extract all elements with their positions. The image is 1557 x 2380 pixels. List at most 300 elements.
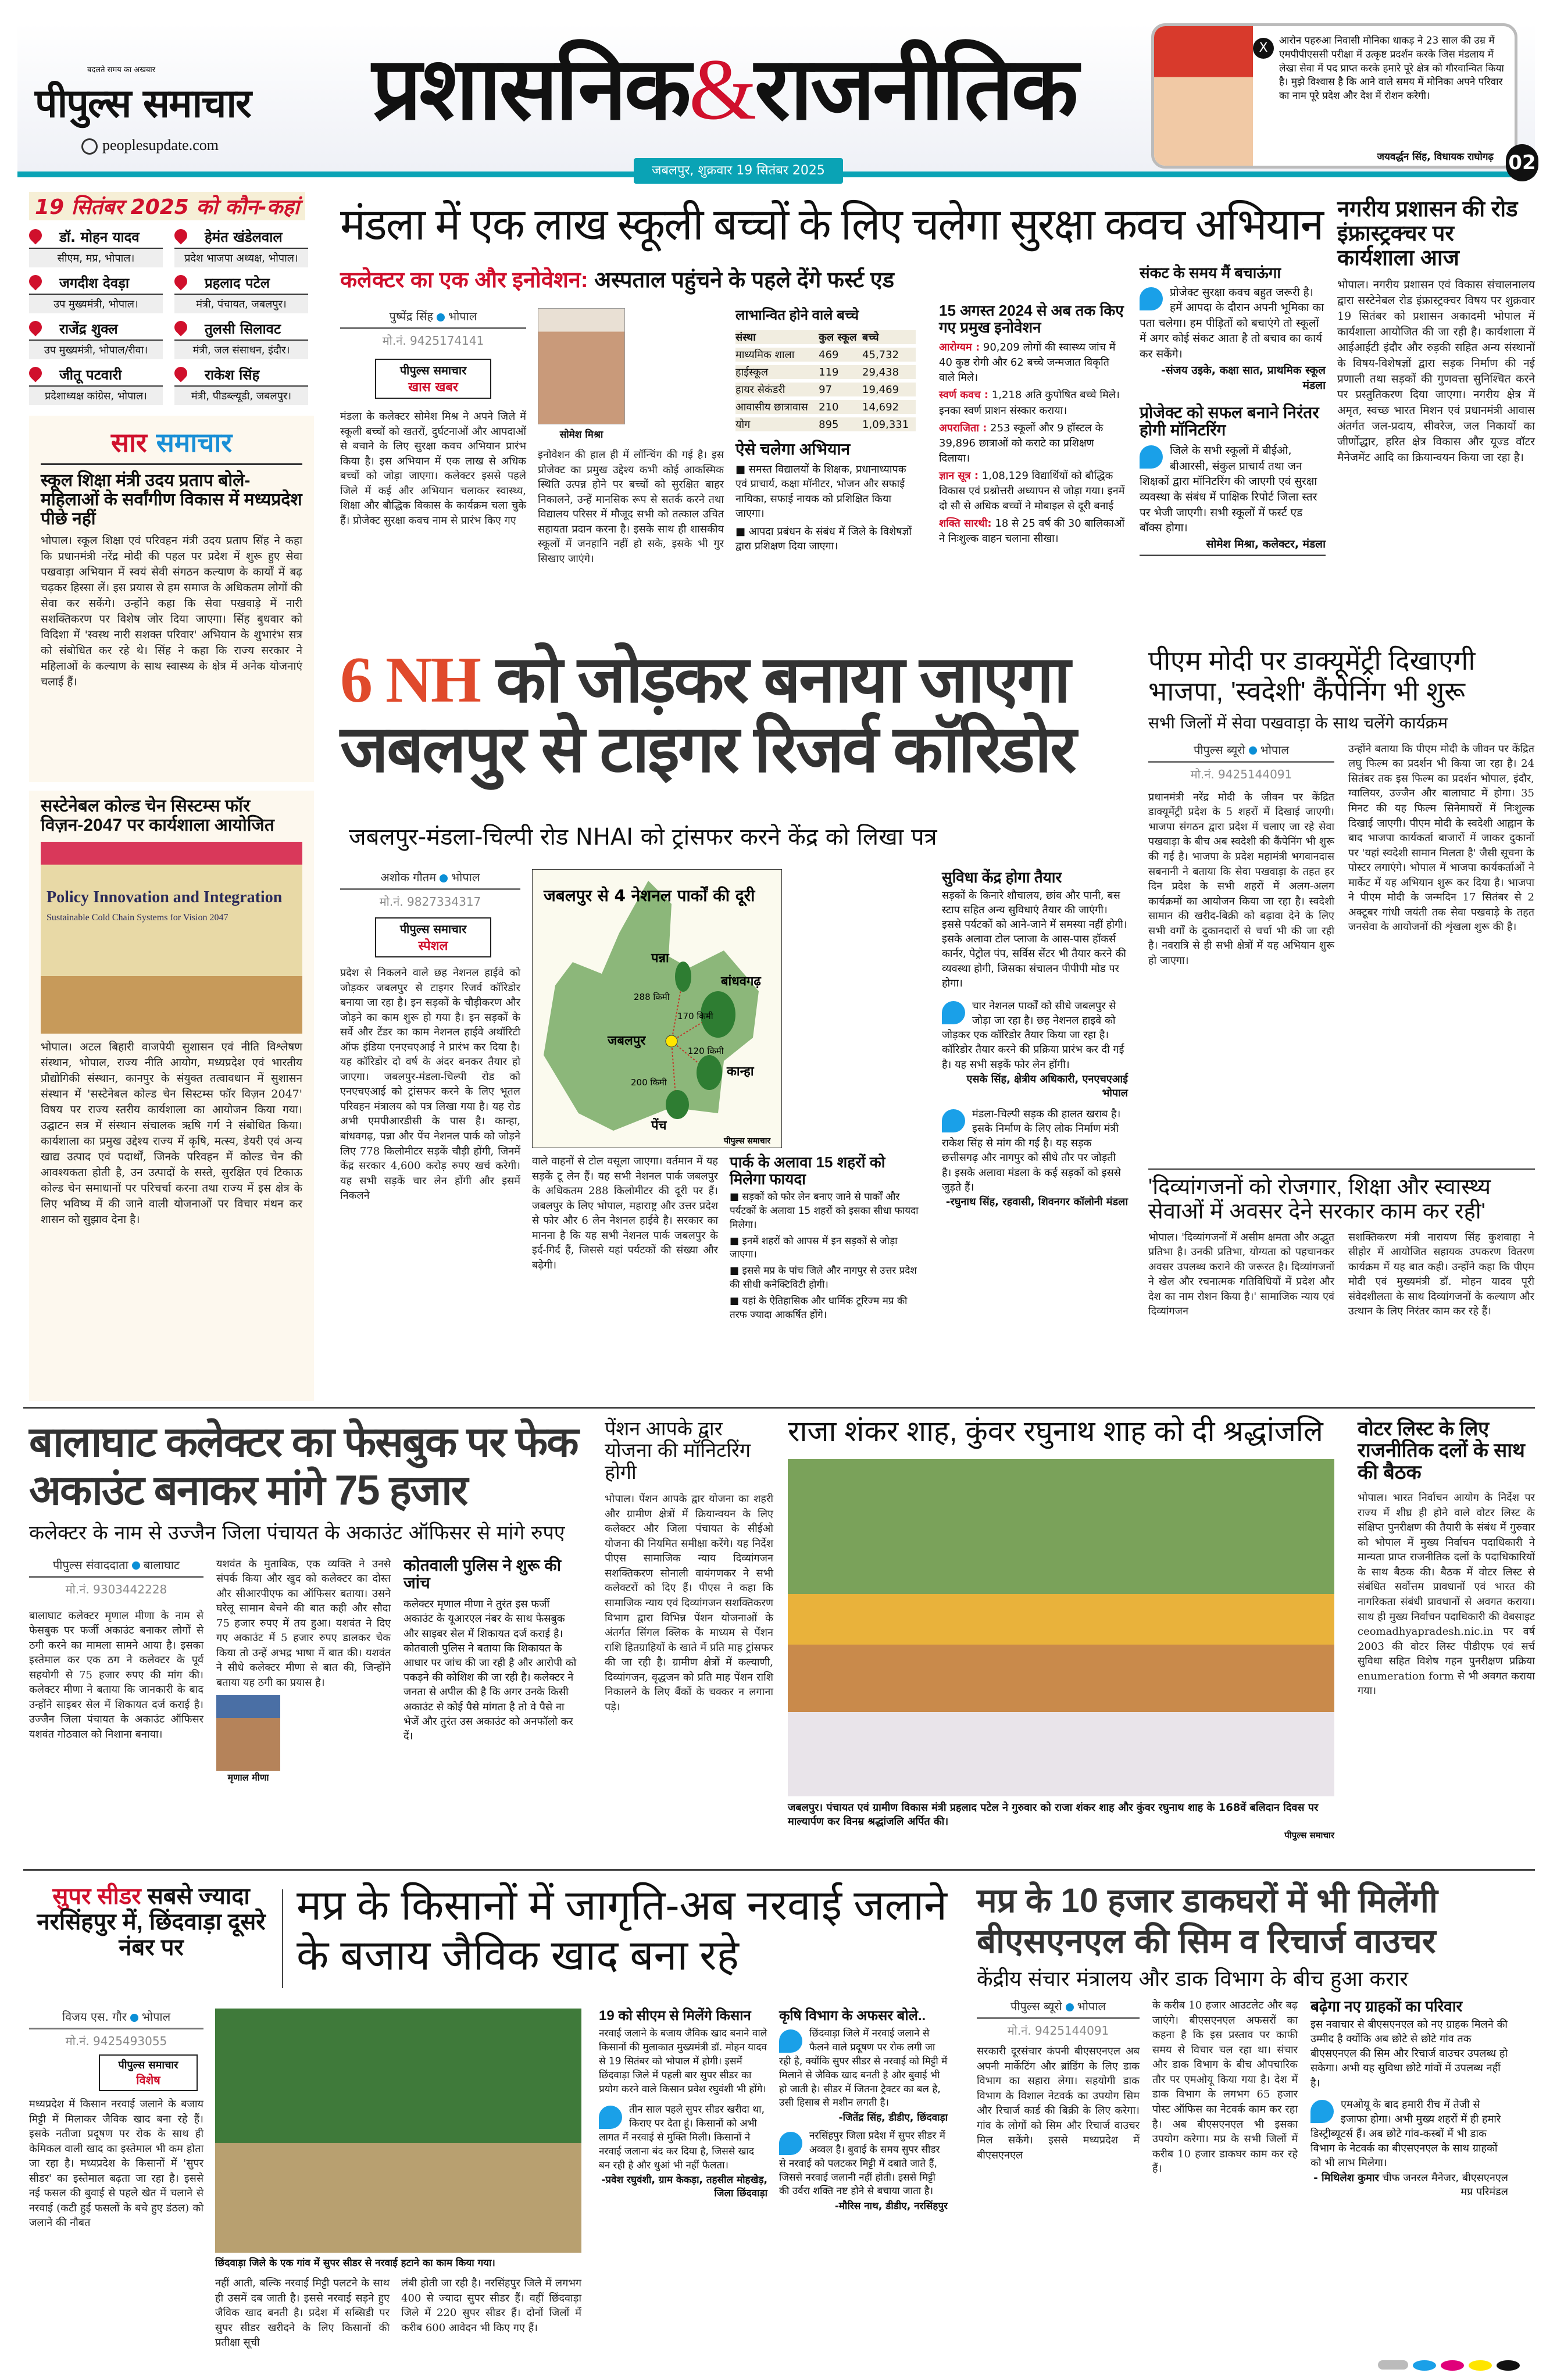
cm-meeting-title: 19 को सीएम से मिलेंगे किसान [599, 2008, 751, 2024]
tribute-photo [788, 1459, 1334, 1796]
cm-meeting-body: नरवाई जलाने के बजाय जैविक खाद बनाने वाले किसानों की मुलाकात मुख्यमंत्री डॉ. मोहन यादव से 19 सितंबर को भोपाल में होगी। इसमें छिंदवाड़ा जिले में पहली बार सुपर सीडर का प्रयोग करने वाले किसान प्रवेश रघुवंशी भी होंगे। [599, 2028, 767, 2095]
person-role: मंत्री, जल संसाधन, इंदौर। [174, 341, 308, 359]
table-cell: माध्यमिक शाला [735, 349, 795, 362]
byline-place: भोपाल [448, 309, 477, 323]
corridor-headline-rest: को जोड़कर बनाया जाएगा [496, 643, 1069, 716]
stamp-logo: पीपुल्स समाचार [399, 922, 467, 936]
pm-modi-body-2: उन्होंने बताया कि पीएम मोदी के जीवन पर केंद्रित लघु फिल्म का प्रदर्शन भी किया जा रहा है। 24 सितंबर तक इस फिल्म का प्रदर्शन भोपाल, इंदौर, ग्वालियर, उज्जैन और बालाघाट में होगा। 35 मिनट की यह फिल्म सिनेमाघरों में निःशुल्क दिखाई जाएगी। पीएम मोदी के स्वदेशी आह्वान के बाद भाजपा कार्यकर्ता बाजारों में जाकर दुकानों पर 'यहां स्वदेशी सामान मिलता है' जैसी सूचना के पोस्टर लगाएंगे। भोपाल में भाजपा कार्यकर्ताओं ने मार्केट में यह अभियान शुरू कर दिया है। भाजपा ने पीएम मोदी के जन्मदिन 17 सितंबर से 2 अक्टूबर गांधी जयंती तक सेवा पखवाड़े के तहत जनसेवा के आयोजनों की शृंखला शुरू की है। [1348, 742, 1534, 934]
corridor-quote-1 [942, 999, 1128, 1072]
quote-2-title: प्रोजेक्ट को सफल बनाने निरंतर होगी मॉनिटरिंग [1140, 403, 1319, 439]
person-name: राकेश सिंह [205, 367, 260, 383]
nagariya-body: भोपाल। नगरीय प्रशासन एवं विकास संचालनालय द्वारा सस्टेनेबल रोड इंफ्रास्ट्रक्चर विषय पर शुक्रवार 19 सितंबर को प्रशासन अकादमी भोपाल में कार्यशाला आयोजित की जा रही है। कार्यशाला में आईआईटी इंदौर और रुड़की सहित अन्य संस्थानों के विषय-विशेषज्ञों द्वारा सड़क निर्माण की नई प्रणाली तथा सड़कों की गुणवत्ता सुनिश्चित करने पर प्रस्तुतिकरण दिया जाएगा। नगरीय क्षेत्र में अमृत, स्वच्छ भारत मिशन एवं प्रधानमंत्री आवास अंतर्गत जल-प्रदाय, सीवरेज, जल निकायों का जीर्णोद्धार, हरित क्षेत्र विकास और यूज्ड वॉटर मैनेजमेंट आदि का क्रियान्वयन किया जा रहा है। [1337, 278, 1535, 464]
quote-text: मंडला-चिल्पी सड़क की हालत खराब है। इसके निर्माण के लिए लोक निर्माण मंत्री राकेश सिंह से मांग की गई है। यह सड़क छत्तीसगढ़ और नागपुर को सीधे तौर पर जोड़ती है। इसके अलावा मंडला के कई सड़कों को इससे जुड़ते हैं। [942, 1107, 1121, 1193]
quote-author: -रघुनाथ सिंह, रहवासी, शिवनगर कॉलोनी मंडला [945, 1195, 1128, 1208]
stamp-tag: स्पेशल [418, 939, 448, 953]
quote-text: नरसिंहपुर जिला प्रदेश में सुपर सीडर में अव्वल है। बुवाई के समय सुपर सीडर से नरवाई को पलटकर मिट्टी में दबाते जाते हैं, जिससे नरवाई जलानी नहीं होती। इससे मिट्टी की उर्वरा शक्ति नष्ट होने से बचाया जाता है। [779, 2130, 945, 2197]
agri-officers [779, 2009, 948, 2212]
tribute-caption: जबलपुर। पंचायत एवं ग्रामीण विकास मंत्री प्रहलाद पटेल ने गुरुवार को राजा शंकर शाह और कुंवर रघुनाथ शाह के 168वें बलिदान दिवस पर माल्यार्पण कर विनम्र श्रद्धांजलि अर्पित की। [788, 1802, 1319, 1828]
mobile-number: मो.नं. 9425144091 [1190, 767, 1292, 781]
distance-label: 120 किमी [688, 1046, 724, 1056]
mandla-headline: मंडला में एक लाख स्कूली बच्चों के लिए चलेगा सुरक्षा कवच अभियान [340, 200, 1323, 249]
list-item-text: समस्त विद्यालयों के शिक्षक, प्रधानाध्यापक एवं प्राचार्य, कक्षा मॉनीटर, भोजन और सफाई नायिका, सफाई नायक को प्रशिक्षित किया जाएगा। [735, 463, 906, 520]
website-link[interactable]: peoplesupdate.com [102, 137, 219, 153]
mandla-body-1: मंडला के कलेक्टर सोमेश मिश्र ने अपने जिले में स्कूली बच्चों को खतरों, दुर्घटनाओं और आपदाओं से बचाने के लिए सुरक्षा कवच अभियान प्रारंभ किया है। इस अभियान में एक लाख से अधिक बच्चों को जोड़ा जाएगा। कलेक्टर इससे पहले जिले में कई और अभियान चलाकर स्वास्थ्य, शिक्षा और बौद्धिक विकास के कार्यक्रम चला चुके हैं। प्रोजेक्ट सुरक्षा कवच नाम से प्रारंभ किए गए [340, 410, 526, 527]
byline-name: पीपुल्स ब्यूरो [1193, 742, 1245, 757]
collector-photo [538, 308, 625, 424]
saar-body: भोपाल। स्कूल शिक्षा एवं परिवहन मंत्री उदय प्रताप सिंह ने कहा कि प्रधानमंत्री नरेंद्र मोदी की पहल पर प्रदेश में शुरू हुए सेवा पखवाड़ा अभियान में स्वयं सेवी संगठन कल्याण के कार्यों में बढ़ चढ़कर हिस्सा लें। इस प्रयास से हम समाज के अधिकतम लोगों की सेवा कर सकेंगे। उन्होंने कहा कि सेवा पखवाड़े में नारी सशक्तिकरण पर विशेष जोर दिया जाएगा। सिंह बुधवार को विदिशा में 'स्वस्थ नारी सशक्त परिवार' अभियान के शुभारंभ सत्र को संबोधित कर रहे थे। सिंह ने कहा कि राज्य सरकार ने महिलाओं के कल्याण के साथ स्वास्थ्य के क्षेत्र में अनेक योजनाएं चलाई हैं। [41, 534, 302, 688]
mobile-number: मो.नं. 9425493055 [65, 2034, 167, 2048]
saar-samachar [29, 416, 314, 782]
innovation-item [939, 340, 1125, 385]
cold-chain-body: भोपाल। अटल बिहारी वाजपेयी सुशासन एवं नीति विश्लेषण संस्थान, भोपाल, राज्य नीति आयोग, मध्यप्रदेश एवं भारतीय प्रौद्योगिकी संस्थान, कानपुर के संयुक्त तत्वावधान में सुशासन संस्थान में 'सस्टेनेबल कोल्ड चेन सिस्टम्स फॉर विज़न 2047' विषय पर राज्य स्तरीय कार्यशाला का आयोजन किया गया। उद्घाटन सत्र में संस्थान संचालक ऋषि गर्ग ने संबोधित किया। कार्यशाला का प्रमुख उद्देश्य राज्य में कृषि, मत्स्य, डेयरी एवं अन्य खाद्य उत्पाद एवं पदार्थों, जिनके परिवहन में कोल्ड चेन की आवश्यकता होती है, उन उत्पादों के सस्ते, सुरक्षित एवं टिकाऊ कोल्ड चेन समाधानों पर परिचर्चा करना तथा राज्य में इस क्षेत्र के लिए भविष्य में की जाने वाली योजनाओं पर विचार मंथन कर शासन को सुझाव देना है। [41, 1041, 302, 1226]
table-row [735, 365, 916, 379]
table-row [735, 383, 916, 396]
special-stamp [375, 917, 491, 957]
corridor-body-1: प्रदेश से निकलने वाले छह नेशनल हाईवे को जोड़कर जबलपुर से टाइगर रिजर्व कॉरिडोर बनाया जा रहा है। इन सड़कों के चौड़ीकरण और जोड़ने का काम शुरू हो गया है। इन सड़कों के सर्वे और टेंडर का काम नेशनल हाईवे अथॉरिटी ऑफ इंडिया एनएचएआई ने प्रारंभ कर दिया है। यह कॉरिडोर दो वर्ष के अंदर बनकर तैयार हो जाएगा। जबलपुर-मंडला-चिल्पी रोड को एनएचएआई को ट्रांसफर करने के लिए भूतल परिवहन मंत्रालय को पत्र लिखा गया है। यह रोड अभी एमपीआरडीसी के पास है। कान्हा, बांधवगढ़, पन्ना और पेंच नेशनल पार्क को जोड़ने लिए 778 किलोमीटर सड़कें चौड़ी होंगी, जिनमें केंद्र सरकार 4,600 करोड़ रुपए खर्च करेगी। यह सभी सड़कें चार लेन होंगी और इसमें निकलने [340, 967, 520, 1202]
agri-quote-1 [779, 2027, 948, 2110]
dot-icon [1249, 746, 1257, 755]
super-seeder-photo [215, 2009, 581, 2253]
person-name: जगदीश देवड़ा [59, 275, 130, 291]
byline-name: पीपुल्स संवाददाता [52, 1557, 128, 1572]
table-cell: 119 [819, 366, 839, 378]
divyang-headline: 'दिव्यांगजनों को रोजगार, शिक्षा और स्वास्थ्य सेवाओं में अवसर देने सरकार काम कर रही' [1148, 1175, 1491, 1224]
column-header: कुल स्कूल [819, 331, 857, 344]
pm-modi-headline: पीएम मोदी पर डाक्यूमेंट्री दिखाएगी भाजपा, 'स्वदेशी' कैंपेनिंग भी शुरू [1148, 645, 1476, 706]
section-divider [23, 1407, 1535, 1409]
column-header: बच्चे [862, 331, 879, 344]
pm-modi-subhead: सभी जिलों में सेवा पखवाड़ा के साथ चलेंगे कार्यक्रम [1148, 713, 1448, 732]
person-role: मंत्री, पंचायत, जबलपुर। [174, 295, 308, 313]
pension-body: भोपाल। पेंशन आपके द्वार योजना का शहरी और ग्रामीण क्षेत्रों में क्रियान्वयन के लिए कलेक्टर और जिला पंचायत के सीईओ योजना की नियमित समीक्षा करेंगे। यह निर्देश पीएस सामाजिक न्याय दिव्यांगजन सशक्तिकरण सोनाली वायंगणकर ने सभी कलेक्टरों को दिए हैं। पीएस ने कहा कि सामाजिक न्याय एवं दिव्यांगजन सशक्तिकरण विभाग द्वारा विभिन्न पेंशन योजनाओं के अंतर्गत सिंगल क्लिक के माध्यम से पेंशन राशि हितग्राहियों के खाते में प्रति माह ट्रांसफर की जा रही है। ग्रामीण क्षेत्रों में कल्याणी, दिव्यांगजन, वृद्धजन को प्रति माह पेंशन राशि निकालने के लिए बैंकों के चक्कर न लगाना पड़े। [605, 1493, 773, 1713]
kaun-kahan-title: 19 सितंबर 2025 को कौन-कहां [29, 192, 305, 220]
quote-2-text: जिले के सभी स्कूलों में बीईओ, बीआरसी, संकुल प्राचार्य तथा जन शिक्षकों द्वारा मॉनिटरिंग की जाएगी एवं सुरक्षा व्यवस्था के संबंध में पाक्षिक रिपोर्ट जिला स्तर पर भेजी जाएगी। सभी स्कूलों में फर्स्ट एड बॉक्स होगा। [1140, 444, 1317, 535]
exclusive-stamp [375, 359, 491, 399]
national-parks-map [532, 869, 782, 1148]
kotwali-title: कोतवाली पुलिस ने शुरू की जांच [403, 1556, 562, 1592]
quote-author: -जितेंद्र सिंह, डीडीए, छिंदवाड़ा [838, 2112, 948, 2124]
saar-headline: स्कूल शिक्षा मंत्री उदय प्रताप बोले-महिलाओं के सर्वांगीण विकास में मध्यप्रदेश पीछे नहीं [41, 471, 302, 528]
benefits-list [730, 1191, 922, 1322]
cyan-mark [1413, 2360, 1436, 2371]
distance-label: 200 किमी [631, 1077, 667, 1088]
location-pin-icon [29, 273, 45, 291]
quote-text: आरोन पहरुआ निवासी मोनिका धाकड़ ने 23 साल की उम्र में एमपीपीएससी परीक्षा में उत्कृष्ट प्रदर्शन करके जिस मंडलाय में लेखा सेवा में पद प्राप्त करके हमारे पूरे क्षेत्र को गौरवान्वित किया है। मुझे विश्वास है कि आने वाले समय में मोनिका अपने परिवार का नाम पूरे प्रदेश और देश में रोशन करेगी। [1279, 35, 1504, 102]
mandla-subhead-text: अस्पताल पहुंचने के पहले देंगे फर्स्ट एड [594, 268, 894, 292]
benefits [730, 1154, 922, 1324]
bsnl-side-body: इस नवाचार से बीएसएनएल को नए ग्राहक मिलने की उम्मीद है क्योंकि अब छोटे से छोटे गांव तक बीएसएनएल की सिम और रिचार्ज वाउचर उपलब्ध हो सकेगा। अभी यह सुविधा छोटे गांवों में उपलब्ध नहीं है। [1310, 2018, 1508, 2089]
quote-author: -मौरिस नाथ, डीडीए, नरसिंहपुर [834, 2200, 948, 2213]
mandla-subhead [340, 269, 894, 293]
stamp-tag: खास खबर [408, 380, 458, 395]
table-cell: आवासीय छात्रावास [735, 401, 808, 414]
table-cell: हायर सेकंडरी [735, 384, 785, 396]
person-name: प्रहलाद पटेल [205, 275, 270, 291]
dot-icon [130, 2014, 138, 2022]
table-cell: 210 [819, 401, 839, 413]
innovation-label: अपराजिता : [939, 421, 987, 434]
mobile-number: मो.नं. 9303442228 [65, 1582, 167, 1596]
politician-photo [1154, 26, 1253, 169]
innovation-label: ज्ञान सूत्र : [939, 469, 979, 482]
narwai-body-2: नहीं आती, बल्कि नरवाई मिट्टी पलटने के साथ ही उसमें दब जाती है। इससे नरवाई सड़ने हुए जैविक खाद बनती है। प्रदेश में सब्सिडी पर सुपर सीडर खरीदने के लिए किसानों की प्रतीक्षा सूची [215, 2277, 390, 2349]
list-item-text: सड़कों को फोर लेन बनाए जाने से पार्कों और पर्यटकों के अलावा 15 शहरों को इसका सीधा फायदा मिलेगा। [730, 1191, 919, 1231]
quote-1-author: -संजय उइके, कक्षा सात, प्राथमिक स्कूल मंडला [1160, 363, 1326, 392]
list-item-text: इससे मप्र के पांच जिले और नागपुर से उत्तर प्रदेश की सीधी कनेक्टिविटी होगी। [730, 1265, 917, 1291]
table-cell: 14,692 [862, 401, 899, 413]
byline [977, 1998, 1140, 2019]
byline [1148, 742, 1334, 763]
person-role: उप मुख्यमंत्री, भोपाल। [29, 295, 163, 313]
mobile-number: मो.नं. 9827334317 [379, 895, 481, 909]
corridor-subhead: जबलपुर-मंडला-चिल्पी रोड NHAI को ट्रांसफर करने केंद्र को लिखा पत्र [349, 824, 937, 850]
location-pin-icon [29, 227, 45, 245]
stamp-logo: पीपुल्स समाचार [399, 363, 467, 377]
divyang-article [1148, 1168, 1535, 1319]
page-number: 02 [1506, 144, 1538, 181]
person-entry [174, 319, 308, 359]
section-title-part1: प्रशासनिक [372, 40, 689, 137]
park-kanha [697, 1055, 722, 1090]
list-item: ■ यहां के ऐतिहासिक और धार्मिक टूरिज्म मप्र की तरफ ज्यादा आकर्षित होंगे। [730, 1295, 908, 1321]
quote-text: चार नेशनल पार्कों को सीधे जबलपुर से जोड़ा जा रहा है। छह नेशनल हाइवे को जोड़कर एक कॉरिडोर तैयार किया जा रहा है। कॉरिडोर तैयार करने की प्रक्रिया प्रारंभ कर दी गई है। यह सभी सड़कें फोर लेन होंगी। [942, 999, 1124, 1071]
magenta-mark [1441, 2360, 1464, 2371]
registration-marks [1378, 2360, 1520, 2371]
quote-2-author: सोमेश मिश्रा, कलेक्टर, मंडला [1140, 536, 1326, 556]
quote-author: एसके सिंह, क्षेत्रीय अधिकारी, एनएचएआई भोपाल [966, 1073, 1128, 1099]
cold-chain-photo [41, 842, 302, 1034]
farmer-quote [599, 2103, 767, 2172]
narwai-headline: मप्र के किसानों में जागृति-अब नरवाई जलाने के बजाय जैविक खाद बना रहे [297, 1882, 947, 1979]
benefits-title: पार्क के अलावा 15 शहरों को मिलेगा फायदा [730, 1153, 885, 1188]
distance-label: 170 किमी [677, 1011, 713, 1021]
mandla-body-2: इनोवेशन की हाल ही में लॉन्चिंग की गई है। इस प्रोजेक्ट का प्रमुख उद्देश्य कभी कोई आकस्मिक स्थिति उत्पन्न होने पर बच्चों को सुरक्षित बाहर निकालने, उन्हें मानसिक रूप से सतर्क करने तथा विद्यालय परिसर में मौजूद सभी को तत्काल उचित सहायता प्रदान करना है। इसके साथ ही शासकीय स्कूलों में जनहानि नहीं हो सके, इसके भी गुर सिखाए जाएंगे। [538, 449, 724, 565]
quote-author [1310, 2171, 1508, 2199]
logo-text: पीपुल्स समाचार [35, 81, 251, 127]
bsnl-article [977, 1881, 1535, 2199]
super-seeder-photo-caption: छिंदवाड़ा जिले के एक गांव में सुपर सीडर से नरवाई हटाने का काम किया गया। [215, 2257, 495, 2269]
quote-icon [779, 2029, 802, 2053]
quote-author-name: - मिथिलेश कुमार [1313, 2171, 1379, 2184]
corridor-col-1 [340, 869, 520, 1203]
person-entry [29, 365, 163, 405]
map-credit: पीपुल्स समाचार [724, 1137, 771, 1146]
person-entry [174, 365, 308, 405]
innovation-item [939, 469, 1125, 514]
innovation-item [939, 421, 1125, 466]
byline-place: भोपाल [1260, 742, 1290, 757]
location-pin-icon [174, 273, 190, 291]
cm-meeting [599, 2009, 767, 2199]
dot-icon [437, 313, 445, 321]
innovation-item [939, 388, 1125, 418]
column-header: संस्था [735, 331, 756, 344]
corridor-body-2: वाले वाहनों से टोल वसूला जाएगा। वर्तमान में यह सड़कें टू लेन हैं। यह सभी नेशनल पार्क जबलपुर के अधिकतम 288 किलोमीटर की दूरी पर हैं। जबलपुर के लिए भोपाल, महाराष्ट्र और उत्तर प्रदेश से फोर और 6 लेन नेशनल हाईवे है। सरकार का मानना है कि यह सभी नेशनल पार्क जबलपुर के इर्द-गिर्द हैं, जिससे यहां पर्यटकों की संख्या और बढ़ेगी। [532, 1155, 718, 1271]
innovation-label: स्वर्ण कवच : [939, 389, 989, 402]
table-cell: 19,469 [862, 383, 899, 396]
table-row [735, 400, 916, 414]
innovation-item [939, 516, 1125, 546]
park-label: बांधवगढ़ [721, 974, 761, 989]
pm-modi-article [1148, 645, 1535, 968]
location-pin-icon [29, 319, 45, 337]
x-logo-icon: X [1253, 38, 1274, 59]
list-item-text: यहां के ऐतिहासिक और धार्मिक टूरिज्म मप्र की तरफ ज्यादा आकर्षित होंगे। [730, 1295, 908, 1321]
photo-credit: पीपुल्स समाचार [1284, 1829, 1334, 1841]
table-title: लाभान्वित होने वाले बच्चे [735, 308, 859, 323]
balaghat-body-2: यशवंत के मुताबिक, एक व्यक्ति ने उनसे संपर्क किया और खुद को कलेक्टर का दोस्त और सीआरपीएफ का ऑफिसर बताया। उसने घरेलू सामान बेचने की बात कही और सौदा 75 हजार रुपए में तय हुआ। यशवंत ने दिए गए अकाउंट में 5 हजार रुपए डालकर चेक किया तो उन्हें अभद्र भाषा में बात की। यशवंत ने सीधे कलेक्टर मीणा से बात की, जिन्होंने बताया यह ठगी का प्रयास है। [216, 1557, 391, 1689]
list-item: ■ सड़कों को फोर लेन बनाए जाने से पार्कों और पर्यटकों के अलावा 15 शहरों को इसका सीधा फायदा मिलेगा। [730, 1191, 919, 1231]
quote-icon [1140, 445, 1163, 469]
logo [35, 64, 337, 128]
stamp-logo: पीपुल्स समाचार [118, 2059, 178, 2071]
yellow-mark [1469, 2360, 1492, 2371]
byline [29, 1557, 203, 1578]
list-item: ■ समस्त विद्यालयों के शिक्षक, प्रधानाध्यापक एवं प्राचार्य, कक्षा मॉनीटर, भोजन और सफाई नायिका, सफाई नायक को प्रशिक्षित किया जाएगा। [735, 463, 906, 520]
list-item: ■ इससे मप्र के पांच जिले और नागपुर से उत्तर प्रदेश की सीधी कनेक्टिविटी होगी। [730, 1265, 917, 1291]
special-stamp [99, 2054, 198, 2091]
saar-title-red: सार [110, 427, 147, 458]
pm-modi-body-1: प्रधानमंत्री नरेंद्र मोदी के जीवन पर केंद्रित डाक्यूमेंट्री प्रदेश के 5 शहरों में दिखाई जाएगी। भाजपा संगठन द्वारा प्रदेश में चलाए जा रहे सेवा पखवाड़ा के बीच अब स्वदेशी की कैंपेनिंग भी शुरू की गई है। भाजपा के प्रदेश महामंत्री भगवानदास सबनानी ने बताया कि सेवा पखवाड़ा के तहत हर दिन प्रदेश के सभी शहरों में अलग-अलग कार्यक्रमों का आयोजन किया जा रहा है। स्वदेशी सामान की खरीद-बिक्री को बढ़ावा देने के लिए सभी वर्गों के दुकानदारों से चर्चा भी की जा रही है। नवरात्रि से ही सभी क्षेत्रों में यह अभियान शुरू हो जाएगा। [1148, 791, 1334, 967]
byline-place: बालाघाट [143, 1557, 180, 1572]
pension-article [605, 1418, 773, 1714]
bsnl-subhead: केंद्रीय संचार मंत्रालय और डाक विभाग के बीच हुआ करार [977, 1967, 1408, 1992]
person-name: जीतू पटवारी [59, 367, 122, 383]
park-label: पन्ना [651, 951, 669, 966]
list-item-text: इनमें शहरों को आपस में इन सड़कों से जोड़ा जाएगा। [730, 1235, 898, 1261]
person-name: डॉ. मोहन यादव [59, 229, 140, 245]
quote-2 [1140, 443, 1326, 536]
table-cell: 29,438 [862, 366, 899, 378]
bsnl-quote [1310, 2097, 1508, 2171]
innovation-text: 1,218 अति कुपोषित बच्चे मिले। इनका स्वर्ण प्राशन संस्कार कराया। [939, 389, 1120, 417]
campaign-title: ऐसे चलेगा अभियान [735, 440, 851, 459]
kaun-kahan-list [29, 227, 308, 405]
dot-icon [132, 1561, 140, 1570]
person-name: तुलसी सिलावट [205, 321, 281, 337]
dot-icon [1066, 2003, 1074, 2011]
corridor-headline [340, 645, 1131, 783]
quote-icon [1310, 2100, 1334, 2123]
table-cell: हाईस्कूल [735, 366, 769, 379]
byline [340, 869, 520, 890]
innovations-list [939, 340, 1125, 546]
byline-name: पीपुल्स ब्यूरो [1010, 1999, 1062, 2014]
quote-text: छिंदवाड़ा जिले में नरवाई जलाने से फैलने वाले प्रदूषण पर रोक लगी जा रही है, क्योंकि सुपर सीडर से नरवाई को मिट्टी में मिलाने से जैविक खाद बनती है और बुवाई भी हो जाती है। सीडर में जितना ट्रैक्टर का बल है, उसी हिसाब से मशीन लगती है। [779, 2028, 948, 2109]
table [735, 327, 916, 435]
mobile-number: मो.नं. 9425174141 [382, 334, 484, 348]
quote-icon [942, 1109, 965, 1132]
quote-text: तीन साल पहले सुपर सीडर खरीदा था, किराए पर देता हूं। किसानों को अभी लागत में नरवाई से मुक्ति मिली। किसानों ने नरवाई जलाना बंद कर दिया है, जिससे खाद बन रही है और धुआं भी नहीं फैलता। [599, 2104, 765, 2171]
super-seeder-red: सुपर सीडर [52, 1884, 141, 1909]
table-cell: 895 [819, 418, 839, 431]
innovation-label: शक्ति सारथी: [939, 517, 992, 530]
innovation-text: 18 से 25 वर्ष की 30 बालिकाओं ने निःशुल्क वाहन चलाना सीखा। [939, 517, 1125, 545]
quote-box [1151, 23, 1517, 169]
innovations [939, 302, 1125, 549]
corridor-quote-2 [942, 1107, 1128, 1195]
list-item: ■ इनमें शहरों को आपस में इन सड़कों से जोड़ा जाएगा। [730, 1235, 898, 1261]
table-cell: योग [735, 419, 751, 431]
mandla-byline-block [340, 308, 526, 528]
black-mark [1497, 2360, 1520, 2371]
balaghat-subhead: कलेक्टर के नाम से उज्जैन जिला पंचायत के अकाउंट ऑफिसर से मांगे रुपए [29, 1521, 565, 1545]
byline-name: अशोक गौतम [380, 870, 437, 884]
byline-name: विजय एस. गौर [62, 2010, 127, 2024]
byline [29, 2009, 203, 2029]
quote-1 [1140, 285, 1326, 362]
super-seeder-headline [29, 1884, 273, 1960]
voter-headline: वोटर लिस्ट के लिए राजनीतिक दलों के साथ की बैठक [1358, 1418, 1525, 1484]
campaign-list [735, 462, 916, 553]
innovation-text: 253 स्कूलों और 9 हॉस्टल के 39,896 छात्राओं को कराटे का प्रशिक्षण दिलाया। [939, 421, 1104, 464]
photo-banner-text: Policy Innovation and Integration [47, 888, 283, 906]
divyang-body-1: भोपाल। 'दिव्यांगजनों में असीम क्षमता और अद्भुत प्रतिभा है। उनकी प्रतिभा, योग्यता को पहचानकर अवसर उपलब्ध कराने की जरूरत है। दिव्यांगजनों ने खेल और रचनात्मक गतिविधियों में प्रदेश और देश का नाम रोशन किया है।' सामाजिक न्याय एवं दिव्यांगजन [1148, 1231, 1334, 1318]
quote-author: जयवर्द्धन सिंह, विधायक राघोगढ़ [1377, 149, 1494, 163]
narwai-body-3: लंबी होती जा रही है। नरसिंहपुर जिले में लगभग 400 से ज्यादा सुपर सीडर हैं। वहीं छिंदवाड़ा जिले में 220 सुपर सीडर हैं। दोनों जिलों में करीब 600 आवेदन भी किए गए हैं। [401, 2277, 581, 2334]
location-pin-icon [174, 365, 190, 383]
section-divider [23, 1869, 1535, 1871]
person-role: प्रदेश भाजपा अध्यक्ष, भोपाल। [174, 249, 308, 267]
facility-text: सड़कों के किनारे शौचालय, छांव और पानी, बस स्टाप सहित अन्य सुविधाएं तैयार की जाएंगी। इससे पर्यटकों को आने-जाने में समस्या नहीं होगी। इसके अलावा टोल प्लाजा के आस-पास हॉकर्स कार्नर, पेट्रोल पंप, सर्विस सेंटर भी तैयार करने की व्यवस्था होगी, जिसका संचालन पीपीपी मोड पर होगा। [942, 889, 1127, 989]
website [81, 137, 219, 155]
table-cell: 1,09,331 [862, 418, 909, 431]
person-entry [29, 273, 163, 313]
person-entry [174, 227, 308, 267]
nagariya-article [1337, 198, 1535, 466]
location-pin-icon [174, 319, 190, 337]
balaghat-headline: बालाघाट कलेक्टर का फेसबुक पर फेक अकाउंट बनाकर मांगे 75 हजार [29, 1419, 578, 1514]
divyang-body-2: सशक्तिकरण मंत्री नारायण सिंह कुशवाहा ने सीहोर में आयोजित सहायक उपकरण वितरण कार्यक्रम में यह बात कही। उन्होंने कहा कि पीएम मोदी एवं मुख्यमंत्री डॉ. मोहन यादव पूरी संवेदशीलता के साथ दिव्यांगजनों के कल्याण और उत्थान के लिए निरंतर काम कर रहे हैं। [1348, 1231, 1534, 1318]
table-cell: 469 [819, 348, 839, 361]
bsnl-side-title: बढ़ेगा नए ग्राहकों का परिवार [1310, 1997, 1463, 2016]
innovation-label: आरोग्यम : [939, 341, 980, 354]
quote-icon [1140, 287, 1163, 310]
saar-title-blue: समाचार [156, 427, 233, 458]
person-role: सीएम, मप्र, भोपाल। [29, 249, 163, 267]
kaun-kahan [29, 192, 308, 405]
voter-body: भोपाल। भारत निर्वाचन आयोग के निर्देश पर राज्य में शीघ्र ही होने वाले वोटर लिस्ट के संक्षिप्त पुनरीक्षण की तैयारी के संबंध में गुरुवार को भोपाल में मुख्य निर्वाचन पदाधिकारी ने मान्यता प्राप्त राजनीतिक दलों के पदाधिकारियों के साथ बैठक की। बैठक में वोटर लिस्ट से संबंधित सर्वोत्तम प्रावधानों एवं भारत की नागरिकता संबंधी प्रावधानों से अवगत कराया। साथ ही मुख्य निर्वाचन पदाधिकारी की वेबसाइट ceomadhyapradesh.nic.in पर वर्ष 2003 की वोटर लिस्ट पीडीएफ एवं सर्च सुविधा सहित विशेष गहन पुनरीक्षण प्रक्रिया enumeration form से भी अवगत कराया गया। [1358, 1492, 1535, 1698]
section-title [372, 41, 1076, 138]
mobile-number: मो.नं. 9425144091 [1007, 2024, 1109, 2038]
location-pin-icon [29, 365, 45, 383]
byline-name: पुष्पेंद्र सिंह [389, 309, 434, 323]
person-role: उप मुख्यमंत्री, भोपाल/रीवा। [29, 341, 163, 359]
table-cell: 97 [819, 383, 833, 396]
list-item: ■ आपदा प्रबंधन के संबंध में जिले के विशेषज्ञों द्वारा प्रशिक्षण दिया जाएगा। [735, 525, 912, 553]
cold-chain-article [29, 791, 314, 1401]
raja-shankar-article [788, 1416, 1334, 1841]
person-name: राजेंद्र शुक्ल [59, 321, 118, 337]
person-name: हेमंत खंडेलवाल [205, 229, 283, 245]
mandla-quotes [1140, 265, 1326, 556]
quote-icon [779, 2132, 802, 2155]
park-pench [666, 1090, 689, 1119]
jabalpur-marker [666, 1035, 677, 1047]
corridor-headline-line2: जबलपुर से टाइगर रिजर्व कॉरिडोर [340, 712, 1075, 785]
agri-quote-2 [779, 2129, 948, 2199]
collector-photo [216, 1695, 280, 1771]
person-role: मंत्री, पीडब्ल्यूडी, जबलपुर। [174, 387, 308, 405]
park-label: कान्हा [727, 1064, 754, 1079]
quote-icon [599, 2106, 622, 2129]
nagariya-headline: नगरीय प्रशासन की रोड इंफ्रास्ट्रक्चर पर कार्यशाला आज [1337, 197, 1518, 270]
mandla-kicker: कलेक्टर का एक और इनोवेशन: [340, 268, 588, 292]
pension-headline: पेंशन आपके द्वार योजना की मॉनिटरिंग होगी [605, 1418, 751, 1484]
quote-1-text: प्रोजेक्ट सुरक्षा कवच बहुत जरूरी है। हमें आपदा के दौरान अपनी भूमिका का पता चलेगा। हम पीड़ितों को बचाएंगे तो स्कूलों में अगर कोई संकट आता है तो बचाव का कार्य कर सकेंगे। [1140, 285, 1324, 360]
raja-shankar-headline: राजा शंकर शाह, कुंवर रघुनाथ शाह को दी श्रद्धांजलि [788, 1415, 1323, 1448]
beneficiaries-table [735, 308, 916, 557]
byline [340, 308, 526, 329]
cold-chain-headline: सस्टेनेबल कोल्ड चेन सिस्टम्स फॉर विज़न-2047 पर कार्यशाला आयोजित [41, 796, 274, 835]
map-title: जबलपुर से 4 नेशनल पार्कों की दूरी [544, 886, 755, 905]
table-cell: 45,732 [862, 348, 899, 361]
person-role: प्रदेशाध्यक्ष कांग्रेस, भोपाल। [29, 387, 163, 405]
narwai-body-1: मध्यप्रदेश में किसान नरवाई जलाने के बजाय मिट्टी में मिलाकर जैविक खाद बना रहे हैं। इसके नतीजा प्रदूषण पर रोक के साथ ही केमिकल वाली खाद का इस्तेमाल भी कम होता जा रहा है। मध्यप्रदेश के किसानों में 'सुपर सीडर' का इस्तेमाल बढ़ता जा रहा है। इससे नई फसल की बुवाई से पहले खेत में चलाने से नरवाई (कटी हुई फसलों के बचे हुए डंठल) को जलाने की नौबत [29, 2098, 203, 2229]
bsnl-body-1: सरकारी दूरसंचार कंपनी बीएसएनएल अब अपनी मार्केटिंग और ब्रांडिंग के लिए डाक विभाग का सहारा लेगा। सहयोगी डाक विभाग के विशाल नेटवर्क का उपयोग सिम और रिचार्ज कार्ड की बिक्री के लिए करेगा। गांव के लोगों को सिम और रिचार्ज वाउचर मिल सकेंगे। इससे मध्यप्रदेश में बीएसएनएल [977, 2045, 1140, 2162]
table-row [735, 348, 916, 362]
quote-author: -प्रवेश रघुवंशी, ग्राम केकड़ा, तहसील मोहखेड़, जिला छिंदवाड़ा [601, 2174, 767, 2200]
quote-text: एमओयू के बाद हमारी रीच में तेजी से इजाफा होगा। अभी मुख्य शहरों में ही हमारे डिस्ट्रीब्यूटर्स हैं। अब छोटे गांव-कस्बों में भी डाक विभाग के नेटवर्क का बीएसएनएल के साथ ग्राहकों को भी लाभ मिलेगा। [1310, 2098, 1501, 2170]
bsnl-body-2: के करीब 10 हजार आउटलेट और बढ़ जाएंगे। बीएसएनएल अफसरों का कहना है कि इस प्रस्ताव पर काफी समय से विचार चल रहा था। संचार और डाक विभाग के बीच औपचारिक तौर पर एमओयू किया गया है। देश में डाक विभाग के लगभग 65 हजार पोस्ट ऑफिस का नेटवर्क काम कर रहा है। अब बीएसएनएल भी इसका उपयोग करेगा। मप्र के सभी जिलों में करीब 10 हजार डाकघर काम कर रहे हैं। [1152, 1999, 1298, 2175]
kotwali-body: कलेक्टर मृणाल मीणा ने तुरंत इस फर्जी अकाउंट के यूआरएल नंबर के साथ फेसबुक और साइबर सेल में शिकायत दर्ज कराई है। कोतवाली पुलिस ने बताया कि शिकायत के आधार पर जांच की जा रही है और आरोपी को पकड़ने की कोशिश की जा रही है। कलेक्टर ने जनता से अपील की है कि अगर उनके किसी अकाउंट से कोई पैसे मांगता है तो वे पैसे ना भेजें और तुरंत उस अकाउंट को अनफॉलो कर दें। [403, 1598, 577, 1742]
byline-place: भोपाल [141, 2010, 171, 2024]
photo-caption: मृणाल मीणा [227, 1771, 269, 1783]
park-panna [675, 962, 691, 992]
person-entry [174, 273, 308, 313]
person-entry [29, 227, 163, 267]
section-title-amp: & [688, 41, 755, 138]
collector-photo-caption: सोमेश मिश्रा [559, 429, 603, 441]
byline-place: भोपाल [1077, 1999, 1106, 2014]
globe-icon [81, 138, 98, 155]
logo-tagline: बदलते समय का अखबार [87, 66, 156, 74]
facility-title: सुविधा केंद्र होगा तैयार [942, 869, 1062, 886]
table-header [735, 330, 916, 344]
innovation-text: 1,08,129 विद्यार्थियों को बौद्धिक विकास एवं प्रश्नोत्तरी अध्यापन से जोड़ा गया। इनमें दो सौ से अधिक बच्चों ने मोबाइल से दूरी बनाई [939, 469, 1125, 513]
stamp-tag: विशेष [136, 2073, 160, 2087]
corridor-headline-red: 6 NH [340, 644, 480, 716]
map-center-label: जबलपुर [608, 1034, 646, 1048]
narwai-col-1 [29, 2009, 203, 2231]
byline-place: भोपाल [451, 870, 480, 884]
facility-box [942, 869, 1128, 1209]
innovations-title: 15 अगस्त 2024 से अब तक किए गए प्रमुख इनोवेशन [939, 302, 1124, 336]
quote-1-title: संकट के समय मैं बचाऊंगा [1140, 264, 1281, 281]
table-row [735, 417, 916, 431]
section-title-part2: राजनीतिक [754, 40, 1076, 137]
bsnl-headline: मप्र के 10 हजार डाकघरों में भी मिलेंगी बीएसएनएल की सिम व रिचार्ज वाउचर [977, 1882, 1438, 1960]
balaghat-body-1: बालाघाट कलेक्टर मृणाल मीणा के नाम से फेसबुक पर फर्जी अकाउंट बनाकर लोगों से ठगी करने का मामला सामने आया है। इसका इस्तेमाल कर एक ठग ने कलेक्टर के पूर्व सहयोगी से 75 हजार रुपए की मांग की। कलेक्टर मीणा ने बताया कि जानकारी के बाद उन्होंने साइबर सेल में शिकायत दर्ज कराई है। उज्जैन जिला पंचायत के अकाउंट ऑफिसर यशवंत गोठवाल को निशाना बनाया। [29, 1609, 203, 1741]
dot-icon [440, 874, 448, 882]
photo-banner-text-2: Sustainable Cold Chain Systems for Vision 2047 [47, 913, 228, 923]
divider [282, 1889, 283, 1988]
quote-icon [942, 1001, 965, 1024]
quote-author-role: चीफ जनरल मैनेजर, बीएसएनएल मप्र परिमंडल [1382, 2171, 1508, 2198]
super-seeder-rest: सबसे ज्यादा नरसिंहपुर में, छिंदवाड़ा दूसरे नंबर पर [37, 1884, 266, 1960]
park-label: पेंच [651, 1118, 667, 1133]
dateline: जबलपुर, शुक्रवार 19 सितंबर 2025 [634, 158, 843, 184]
gray-mark [1378, 2360, 1408, 2370]
person-entry [29, 319, 163, 359]
voter-list-article [1358, 1418, 1535, 1699]
innovation-text: 90,209 लोगों की स्वास्थ्य जांच में 40 कुष्ठ रोगी और 62 बच्चे जन्मजात विकृति वाले मिले। [939, 341, 1116, 384]
balaghat-article [29, 1418, 587, 1784]
agri-title: कृषि विभाग के अफसर बोले.. [779, 2008, 926, 2024]
distance-label: 288 किमी [634, 992, 670, 1002]
list-item-text: आपदा प्रबंधन के संबंध में जिले के विशेषज्ञों द्वारा प्रशिक्षण दिया जाएगा। [735, 525, 912, 553]
location-pin-icon [174, 227, 190, 245]
